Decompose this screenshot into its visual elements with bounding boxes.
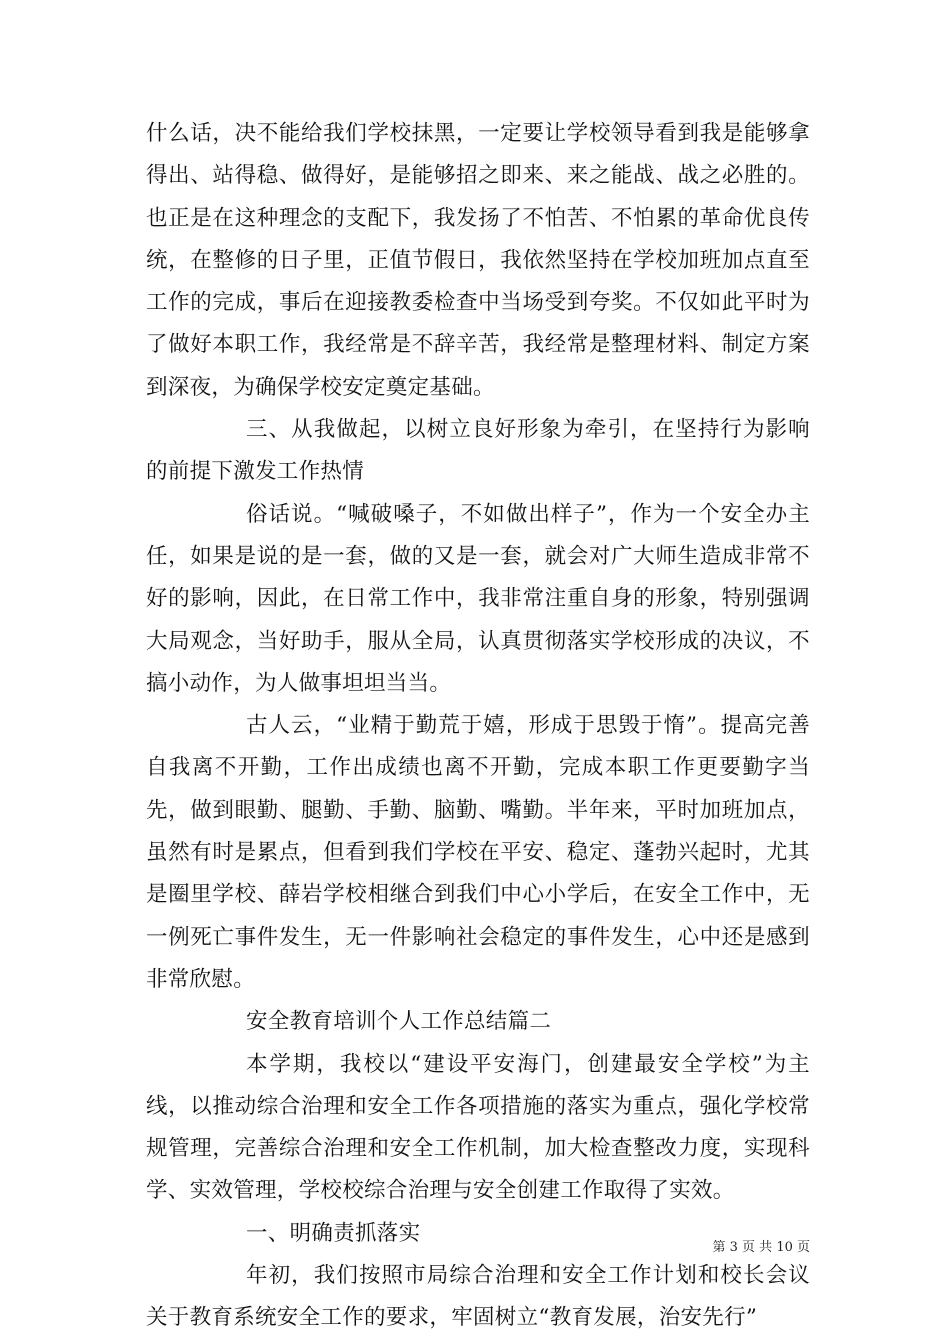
paragraph-semester-intro: 本学期，我校以“建设平安海门，创建最安全学校”为主线，以推动综合治理和安全工作各项措施的落实为重点，强化学校常规管理，完善综合治理和安全工作机制，加大检查整改力度，实现科学、实效管理，学校校综合治理与安全创建工作取得了实效。 xyxy=(146,1051,810,1204)
section-heading-one: 一、明确责抓落实 xyxy=(246,1220,421,1246)
article-title-part-two: 安全教育培训个人工作总结篇二 xyxy=(246,1009,552,1035)
document-body xyxy=(146,113,810,1340)
paragraph-year-start: 年初，我们按照市局综合治理和安全工作计划和校长会议关于教育系统安全工作的要求，牢固树立“教育发展，治安先行” xyxy=(146,1263,810,1331)
page-number-footer: 第 3 页 共 10 页 xyxy=(712,1240,810,1255)
paragraph-continuation: 什么话，决不能给我们学校抹黑，一定要让学校领导看到我是能够拿得出、站得稳、做得好，是能够招之即来、来之能战、战之必胜的。也正是在这种理念的支配下，我发扬了不怕苦、不怕累的革命优良传统，在整修的日子里，正值节假日，我依然坚持在学校加班加点直至工作的完成，事后在迎接教委检查中当场受到夸奖。不仅如此平时为了做好本职工作，我经常是不辞辛苦，我经常是整理材料、制定方案到深夜，为确保学校安定奠定基础。 xyxy=(146,121,810,400)
paragraph-diligence: 古人云，“业精于勤荒于嬉，形成于思毁于惰”。提高完善自我离不开勤，工作出成绩也离不开勤，完成本职工作更要勤字当先，做到眼勤、腿勤、手勤、脑勤、嘴勤。半年来，平时加班加点，虽然有时是累点，但看到我们学校在平安、稳定、蓬勃兴起时，尤其是圈里学校、薛岩学校相继合到我们中心小学后，在安全工作中，无一例死亡事件发生，无一件影响社会稳定的事件发生，心中还是感到非常欣慰。 xyxy=(146,713,810,992)
section-heading-three: 三、从我做起，以树立良好形象为牵引，在坚持行为影响的前提下激发工作热情 xyxy=(146,417,810,485)
paragraph-proverb: 俗话说。“喊破嗓子，不如做出样子”，作为一个安全办主任，如果是说的是一套，做的又是一套，就会对广大师生造成非常不好的影响，因此，在日常工作中，我非常注重自身的形象，特别强调大局观念，当好助手，服从全局，认真贯彻落实学校形成的决议，不搞小动作，为人做事坦坦当当。 xyxy=(146,501,810,696)
